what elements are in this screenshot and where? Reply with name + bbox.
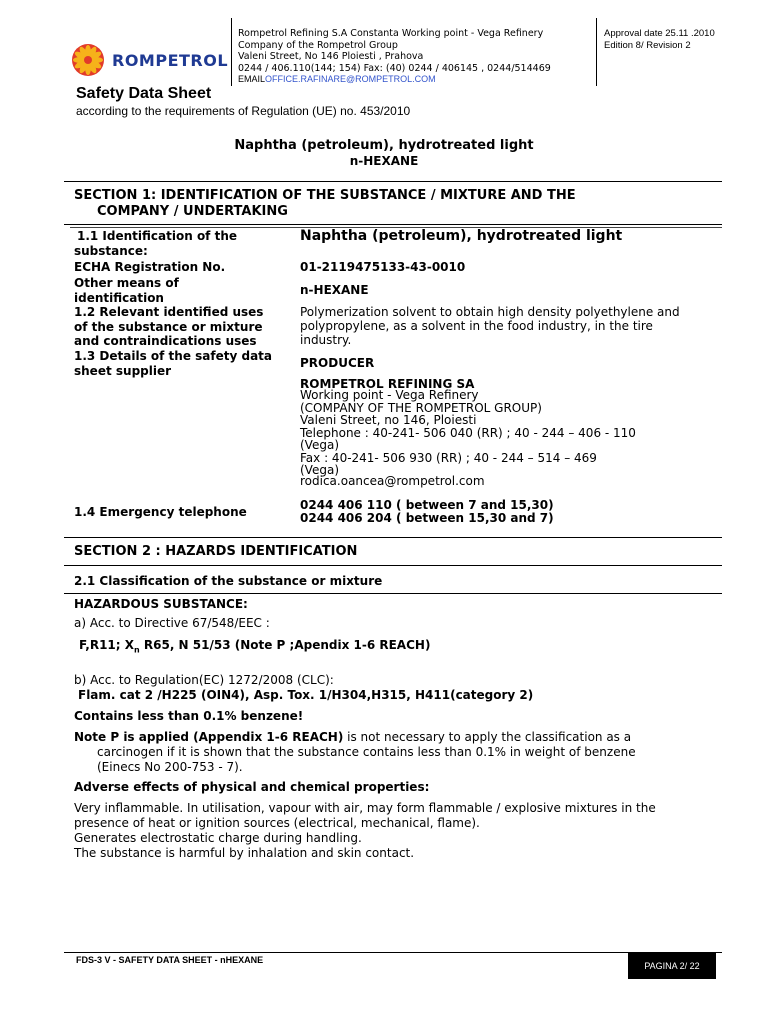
- approval-info: [604, 28, 715, 52]
- echa-label: ECHA Registration No.: [74, 260, 226, 274]
- sun-logo-icon: [70, 42, 106, 78]
- company-line: Rompetrol Refining S.A Constanta Working point - Vega Refinery: [238, 28, 544, 39]
- relevant-uses-value: Polymerization solvent to obtain high density polyethylene and polypropylene, as a solvent in the food industry, in the tire industry.: [300, 305, 680, 347]
- section1-bottom-rule: [64, 224, 722, 225]
- logo-wordmark: ROMPETROL: [112, 51, 229, 70]
- classification-a: F,R11; $X_n$ R65, N 51/53 (Note P ;Apendix 1-6 REACH): [79, 638, 431, 655]
- email-label: EMAIL: [238, 74, 266, 84]
- emergency-value: 0244 406 110 ( between 7 and 15,30) 0244 406 204 ( between 15,30 and 7): [300, 498, 554, 525]
- relevant-uses-label: 1.2 Relevant identified uses of the substance or mixture and contraindications uses: [74, 305, 264, 348]
- identification-label: 1.1 Identification of the: [77, 229, 238, 243]
- note-p-line3: (Einecs No 200-753 - 7).: [97, 760, 243, 774]
- identification-value: Naphtha (petroleum), hydrotreated light: [300, 228, 623, 244]
- directive-line: a) Acc. to Directive 67/548/EEC :: [74, 616, 270, 630]
- document-title: Safety Data Sheet: [76, 85, 212, 102]
- producer-heading: PRODUCER: [300, 356, 375, 370]
- company-line: 0244 / 406.110(144; 154) Fax: (40) 0244 / 406145 , 0244/514469: [238, 62, 551, 74]
- section2-heading: SECTION 2 : HAZARDS IDENTIFICATION: [74, 544, 358, 559]
- section1-heading: [74, 188, 576, 220]
- supplier-details-label: 1.3 Details of the safety data sheet supplier: [74, 349, 273, 378]
- other-means-value: n-HEXANE: [300, 283, 369, 297]
- email-link[interactable]: OFFICE.RAFINARE@ROMPETROL.COM: [265, 74, 436, 84]
- identification-label-cont: substance:: [74, 244, 148, 258]
- benzene-note: Contains less than 0.1% benzene!: [74, 709, 304, 723]
- section1-heading-line1: SECTION 1: IDENTIFICATION OF THE SUBSTANCE / MIXTURE AND THE: [74, 188, 576, 203]
- note-p: Note P is applied (Appendix 1-6 REACH) is not necessary to apply the classification as a: [74, 730, 632, 744]
- product-name: Naphtha (petroleum), hydrotreated light: [234, 138, 534, 153]
- page-number-text: PAGINA 2/ 22: [644, 961, 700, 971]
- section1-heading-line2: COMPANY / UNDERTAKING: [97, 204, 288, 219]
- footer-rule: [64, 952, 722, 953]
- page-number: [628, 953, 716, 979]
- classification-b: Flam. cat 2 /H225 (OIN4), Asp. Tox. 1/H304,H315, H411(category 2): [78, 688, 534, 702]
- classification-subheading: 2.1 Classification of the substance or mixture: [74, 574, 383, 588]
- hazardous-substance: HAZARDOUS SUBSTANCE:: [74, 597, 248, 611]
- document-subtitle: according to the requirements of Regulation (UE) no. 453/2010: [76, 104, 411, 118]
- section2-top-rule: [64, 537, 722, 538]
- approval-date: Approval date 25.11 .2010: [604, 28, 715, 39]
- header-divider-left: [231, 18, 232, 86]
- producer-name: ROMPETROL REFINING SA: [300, 377, 475, 391]
- company-logo: [70, 42, 230, 78]
- section1-top-rule: [64, 181, 722, 182]
- product-alias: n-HEXANE: [349, 154, 419, 168]
- echa-value: 01-2119475133-43-0010: [300, 260, 466, 274]
- emergency-label: 1.4 Emergency telephone: [74, 505, 247, 519]
- header-divider-right: [596, 18, 597, 86]
- company-info: [238, 28, 551, 86]
- note-p-line2: carcinogen if it is shown that the substance contains less than 0.1% in weight of benzene: [97, 745, 636, 759]
- adverse-effects-heading: Adverse effects of physical and chemical properties:: [74, 780, 430, 794]
- company-line: Company of the Rompetrol Group: [238, 39, 398, 51]
- regulation-line: b) Acc. to Regulation(EC) 1272/2008 (CLC):: [74, 673, 334, 687]
- section2-bottom-rule: [64, 565, 722, 566]
- edition: Edition 8/ Revision 2: [604, 40, 691, 51]
- company-line: Valeni Street, No 146 Ploiesti , Prahova: [238, 51, 424, 62]
- adverse-effects-text: Very inflammable. In utilisation, vapour with air, may form flammable / explosive mixtures in the presence of heat or ignition sources (electrical, mechanical, flame). Generates electrostatic charge during handling. The substance is harmful by inhalation and skin contact.: [74, 801, 656, 860]
- company-email-row: [238, 74, 551, 86]
- producer-email[interactable]: rodica.oancea@rompetrol.com: [300, 474, 485, 488]
- producer-details: Working point - Vega Refinery (COMPANY OF THE ROMPETROL GROUP) Valeni Street, no 146, Ploiesti Telephone : 40-241- 506 040 (RR) ; 40 - 244 – 406 - 110 (Vega) Fax : 40-241- 506 930 (RR) ; 40 - 244 – 514 – 469 (Vega): [300, 388, 636, 477]
- other-means-label: Other means of identification: [74, 276, 179, 305]
- footer-label: FDS-3 V - SAFETY DATA SHEET - nHEXANE: [76, 955, 264, 965]
- classification-rule: [64, 593, 722, 594]
